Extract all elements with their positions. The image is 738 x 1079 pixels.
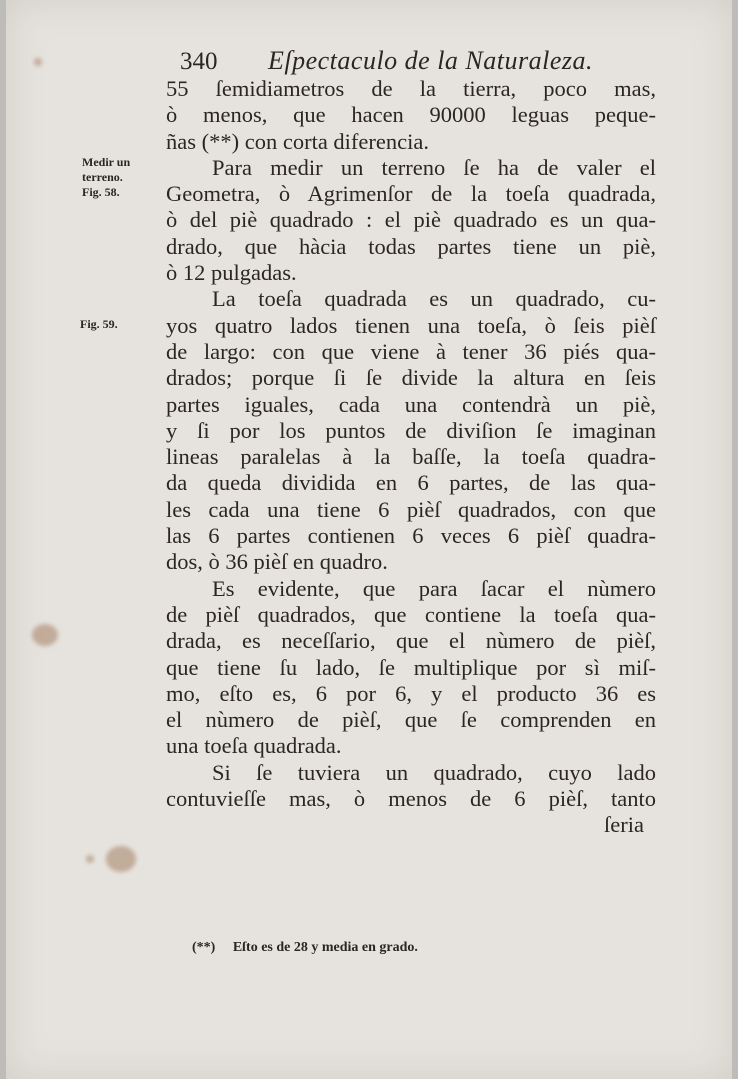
- text-line: Geometra, ò Agrimenſor de la toeſa quadrada,: [166, 181, 656, 207]
- margin-note-line: Medir un: [82, 155, 131, 169]
- text-line: mo, eſto es, 6 por 6, y el producto 36 es: [166, 680, 656, 706]
- paragraph-start-line: La toeſa quadrada es un quadrado, cu-: [212, 286, 656, 312]
- text-line: drado, que hàcia todas partes tiene un piè,: [166, 233, 656, 259]
- paragraph-start-line: Si ſe tuviera un quadrado, cuyo lado: [212, 759, 656, 785]
- margin-note-line: terreno.: [82, 170, 123, 184]
- page-number: 340: [180, 48, 218, 75]
- paragraph-start-line: Es evidente, que para ſacar el nùmero: [212, 575, 656, 601]
- text-line: el nùmero de pièſ, que ſe comprenden en: [166, 707, 656, 733]
- text-line: ò 12 pulgadas.: [166, 260, 297, 286]
- text-line: 55 ſemidiametros de la tierra, poco mas,: [166, 76, 656, 101]
- text-line: drada, es neceſſario, que el nùmero de pièſ,: [166, 628, 656, 654]
- text-line: lineas paralelas à la baſſe, la toeſa quadra-: [166, 444, 656, 470]
- footnote: [192, 940, 418, 956]
- running-head: Eſpectaculo de la Naturaleza.: [268, 46, 594, 75]
- margin-note-fig59: [80, 317, 118, 332]
- foxing-stain: [32, 624, 58, 646]
- text-line: partes iguales, cada una contendrà un piè,: [166, 391, 656, 417]
- text-line: contuvieſſe mas, ò menos de 6 pièſ, tanto: [166, 786, 656, 812]
- text-line: drados; porque ſi ſe divide la altura en ſeis: [166, 365, 656, 391]
- foxing-stain: [106, 846, 136, 872]
- margin-note-line: Fig. 58.: [82, 185, 120, 199]
- foxing-stain: [34, 58, 42, 66]
- footnote-mark: (**): [192, 940, 216, 955]
- body-text: [166, 76, 656, 839]
- text-line: y ſi por los puntos de diviſion ſe imaginan: [166, 417, 656, 443]
- page-header: [176, 44, 616, 78]
- footnote-text: Eſto es de 28 y media en grado.: [232, 940, 418, 955]
- text-line: yos quatro lados tienen una toeſa, ò ſeis pièſ: [166, 312, 656, 338]
- text-line: ò del piè quadrado : el piè quadrado es un qua-: [166, 207, 656, 233]
- paragraph-start-line: Para medir un terreno ſe ha de valer el: [212, 154, 656, 180]
- book-page: [6, 0, 732, 1079]
- text-line: ò menos, que hacen 90000 leguas peque-: [166, 102, 656, 128]
- text-line: da queda dividida en 6 partes, de las qua-: [166, 470, 656, 496]
- text-line: las 6 partes contienen 6 veces 6 pièſ quadra-: [166, 523, 656, 549]
- text-line: que tiene ſu lado, ſe multiplique por sì miſ-: [166, 654, 656, 680]
- text-line: dos, ò 36 pièſ en quadro.: [166, 549, 388, 575]
- text-line: les cada una tiene 6 pièſ quadrados, con que: [166, 496, 656, 522]
- text-line: una toeſa quadrada.: [166, 733, 342, 759]
- catchword: ſeria: [604, 812, 644, 838]
- text-line: de pièſ quadrados, que contiene la toeſa qua-: [166, 601, 656, 627]
- margin-note-line: Fig. 59.: [80, 317, 118, 331]
- text-line: de largo: con que viene à tener 36 piés qua-: [166, 338, 656, 364]
- text-line: ñas (**) con corta diferencia.: [166, 128, 429, 154]
- margin-note-medir: [82, 155, 130, 200]
- foxing-stain: [86, 855, 94, 863]
